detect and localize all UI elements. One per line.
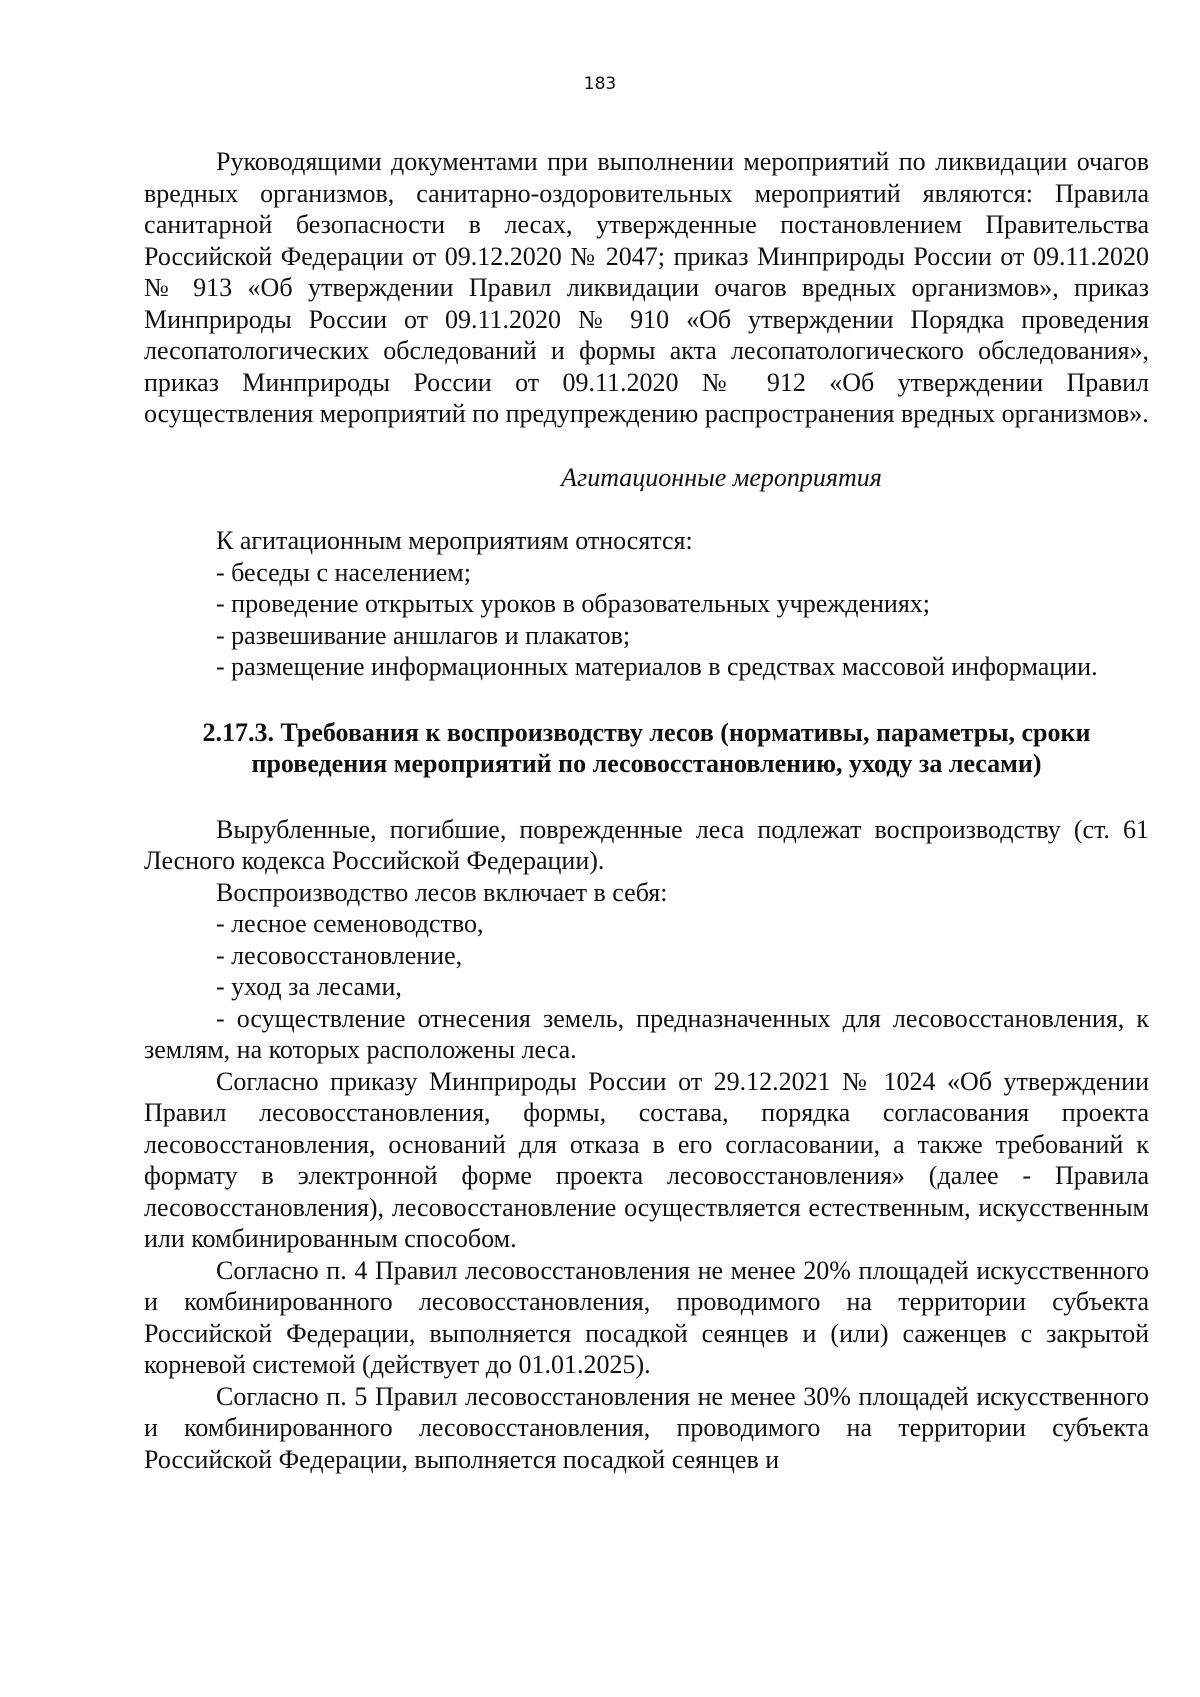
agitation-item: - беседы с населением; [216, 557, 471, 587]
section-heading [144, 717, 1149, 780]
list-item: - лесовосстановление, [216, 940, 463, 970]
list-item: - лесное семеноводство, [216, 909, 484, 938]
paragraph: Согласно п. 4 Правил лесовосстановления не менее 20% площадей искусственного и комбинированного лесовосстановления, проводимого на территории субъекта Российской Федерации, выполняется посадкой сеянцев и (или) саженцев с закрытой корневой системой (действует до 01.01.2025). [144, 1255, 1149, 1379]
list-item: - уход за лесами, [216, 972, 402, 1001]
paragraph: Вырубленные, погибшие, поврежденные леса подлежат воспроизводству (ст. 61 Лесного кодекса Российской Федерации). [144, 814, 1149, 875]
section-heading-line: 2.17.3. Требования к воспроизводству лесов (нормативы, параметры, сроки [202, 717, 1091, 747]
agitation-lead: К агитационным мероприятиям относятся: [216, 526, 693, 555]
paragraph: Воспроизводство лесов включает в себя: [216, 877, 668, 907]
agitation-item: - размещение информационных материалов в средствах массовой информации. [216, 652, 1098, 681]
intro-paragraph: Руководящими документами при выполнении мероприятий по ликвидации очагов вредных организмов, санитарно-оздоровительных мероприятий являются: Правила санитарной безопасности в лесах, утвержденные постановлением Правительства Российской Федерации от 09.12.2020 № 2047; приказ Минприроды России от 09.11.2020 № 913 «Об утверждении Правил ликвидации очагов вредных организмов», приказ Минприроды России от 09.11.2020 № 910 «Об утверждении Порядка проведения лесопатологических обследований и формы акта лесопатологического обследования», приказ Минприроды России от 09.11.2020 № 912 «Об утверждении Правил осуществления мероприятий по предупреждению распространения вредных организмов». [144, 147, 1149, 428]
agitation-item: - развешивание аншлагов и плакатов; [216, 620, 631, 650]
list-item: - осуществление отнесения земель, предназначенных для лесовосстановления, к землям, на которых расположены леса. [144, 1003, 1149, 1064]
agitation-item: - проведение открытых уроков в образовательных учреждениях; [216, 589, 931, 618]
section-heading-line: проведения мероприятий по лесовосстановлению, уходу за лесами) [251, 749, 1042, 778]
agitation-subheading: Агитационные мероприятия [561, 462, 882, 492]
page-number: 183 [583, 74, 617, 94]
page-content [144, 146, 1149, 1475]
paragraph: Согласно приказу Минприроды России от 29.12.2021 № 1024 «Об утверждении Правил лесовосстановления, формы, состава, порядка согласования проекта лесовосстановления, оснований для отказа в его согласовании, а также требований к формату в электронной форме проекта лесовосстановления» (далее - Правила лесовосстановления), лесовосстановление осуществляется естественным, искусственным или комбинированным способом. [144, 1066, 1149, 1253]
paragraph: Согласно п. 5 Правил лесовосстановления не менее 30% площадей искусственного и комбинированного лесовосстановления, проводимого на территории субъекта Российской Федерации, выполняется посадкой сеянцев и [144, 1381, 1149, 1474]
